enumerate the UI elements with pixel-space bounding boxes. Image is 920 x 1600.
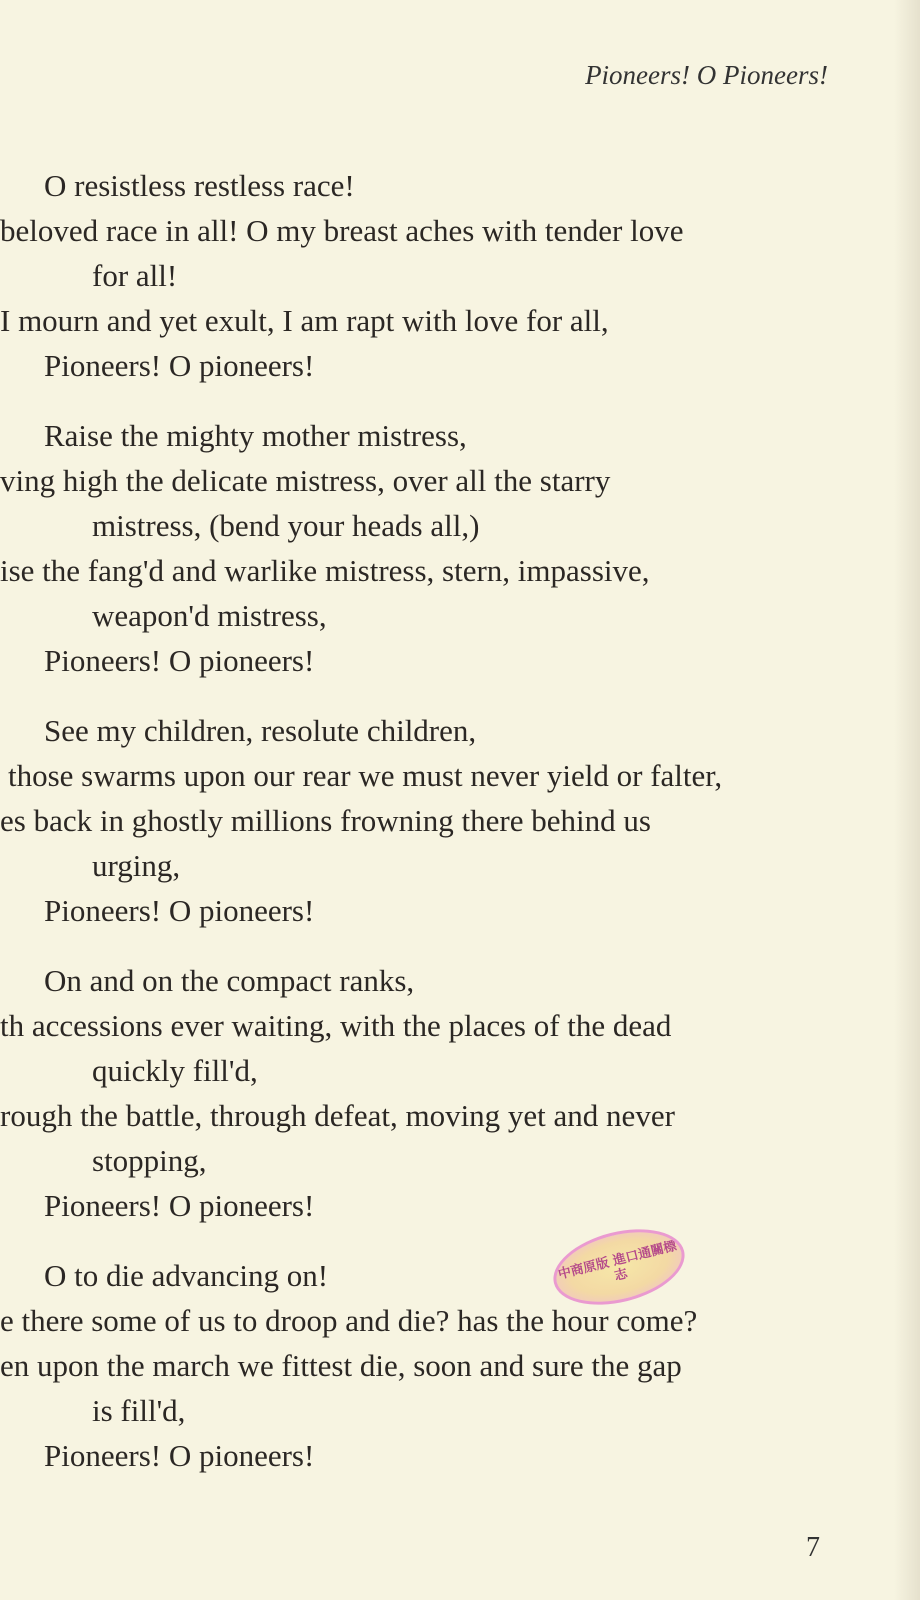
poem-line: stopping, (92, 1143, 207, 1178)
stamp-text: 中商原版 進口通關標志 (556, 1238, 679, 1285)
poem-line: On and on the compact ranks, (44, 963, 415, 998)
page-number: 7 (806, 1532, 820, 1563)
poem-line: See my children, resolute children, (44, 713, 477, 748)
poem-line: urging, (92, 848, 181, 883)
poem-line: Pioneers! O pioneers! (44, 893, 315, 928)
poem-line: for all! (92, 258, 178, 293)
poem-line: O resistless restless race! (44, 168, 355, 203)
poem-line: Pioneers! O pioneers! (44, 348, 315, 383)
poem-line: quickly fill'd, (92, 1053, 258, 1088)
page-edge-shadow (894, 0, 920, 1600)
poem-line: Raise the mighty mother mistress, (44, 418, 467, 453)
poem-line: is fill'd, (92, 1393, 186, 1428)
poem-line: ving high the delicate mistress, over all the starry (0, 463, 611, 498)
poem-line: weapon'd mistress, (92, 598, 327, 633)
poem-line: es back in ghostly millions frowning there behind us (0, 803, 651, 838)
poem-line: beloved race in all! O my breast aches with tender love (0, 213, 684, 248)
poem-line: ise the fang'd and warlike mistress, stern, impassive, (0, 553, 650, 588)
poem-line: those swarms upon our rear we must never yield or falter, (8, 758, 723, 793)
poem-line: Pioneers! O pioneers! (44, 643, 315, 678)
poem-line: Pioneers! O pioneers! (44, 1438, 315, 1473)
poem-line: O to die advancing on! (44, 1258, 329, 1293)
poem-line: en upon the march we fittest die, soon and sure the gap (0, 1348, 682, 1383)
poem-line: rough the battle, through defeat, moving yet and never (0, 1098, 675, 1133)
poem-line: th accessions ever waiting, with the places of the dead (0, 1008, 672, 1043)
poem-line: e there some of us to droop and die? has the hour come? (0, 1303, 698, 1338)
poem-line: Pioneers! O pioneers! (44, 1188, 315, 1223)
poem-line: I mourn and yet exult, I am rapt with love for all, (0, 303, 609, 338)
poem-line: mistress, (bend your heads all,) (92, 508, 480, 543)
running-head: Pioneers! O Pioneers! (585, 60, 828, 90)
